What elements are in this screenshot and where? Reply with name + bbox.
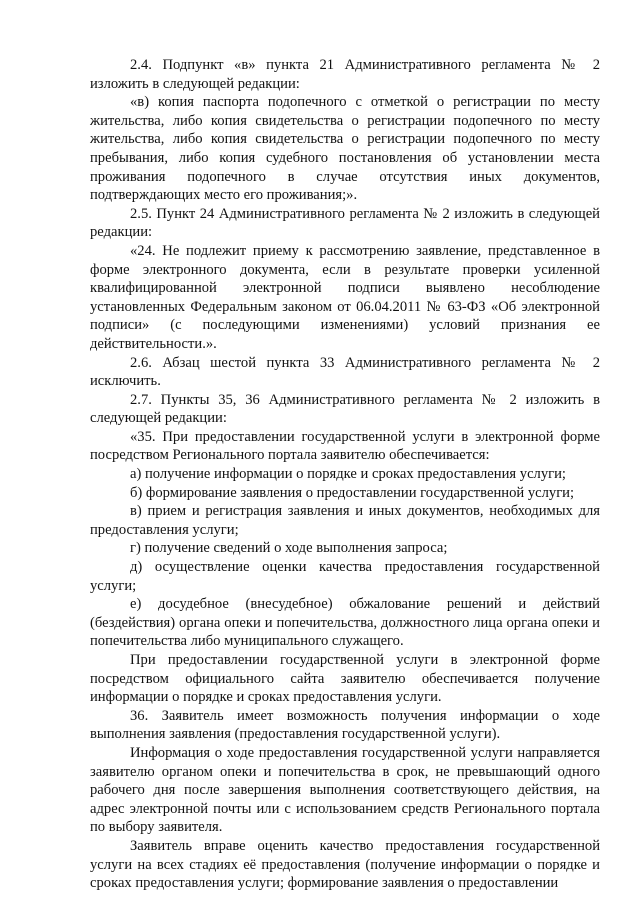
paragraph-quality-assessment: Заявитель вправе оценить качество предоставления государственной услуги на всех стадиях её предоставления (получение информации о порядке и сроках предоставления услуги; формирование заявления о предоставлении <box>90 837 600 892</box>
list-item-b: б) формирование заявления о предоставлении государственной услуги; <box>130 484 575 501</box>
paragraph-2-4: 2.4. Подпункт «в» пункта 21 Административного регламента № 2 изложить в следующей редакции: <box>90 57 600 92</box>
paragraph-2-7: 2.7. Пункты 35, 36 Административного регламента № 2 изложить в следующей редакции: <box>90 391 600 427</box>
list-item-g: г) получение сведений о ходе выполнения запроса; <box>130 540 448 557</box>
paragraph-2-4-text: «в) копия паспорта подопечного с отметкой о регистрации по месту жительства, либо копия свидетельства о регистрации подопечного по месту жительства, либо копия свидетельства о регистрации подопечного по месту пребывания, либо копия судебного постановления об установлении места проживания подопечного в случае отсутствия иных документов, подтверждающих место его проживания;». <box>90 94 600 204</box>
paragraph-progress-info: Информация о ходе предоставления государственной услуги направляется заявителю органом опеки и попечительства в срок, не превышающий одного рабочего дня после завершения выполнения соответствующего действия, на адрес электронной почты или с использованием средств Регионального портала по выбору заявителя. <box>90 744 600 836</box>
paragraph-2-5-text: «24. Не подлежит приему к рассмотрению заявление, представленное в форме электронного документа, если в результате проверки усиленной квалифицированной электронной подписи выявлено несоблюдение установленных Федеральным законом от 06.04.2011 № 63-ФЗ «Об электронной подписи» (с последующими изменениями) условий признания ее действительности.». <box>90 242 600 352</box>
list-item-v: в) прием и регистрация заявления и иных документов, необходимых для предоставления услуги; <box>90 503 600 538</box>
paragraph-36: 36. Заявитель имеет возможность получения информации о ходе выполнения заявления (предоставления государственной услуги). <box>90 707 600 743</box>
list-item-a: а) получение информации о порядке и сроках предоставления услуги; <box>130 466 566 483</box>
paragraph-2-6: 2.6. Абзац шестой пункта 33 Административного регламента № 2 исключить. <box>90 354 600 390</box>
list-item-e: е) досудебное (внесудебное) обжалование решений и действий (бездействия) органа опеки и попечительства, должностного лица органа опеки и попечительства либо муниципального служащего. <box>90 596 600 650</box>
paragraph-2-5: 2.5. Пункт 24 Административного регламента № 2 изложить в следующей редакции: <box>90 205 600 241</box>
paragraph-official-site: При предоставлении государственной услуги в электронной форме посредством официального сайта заявителю обеспечивается получение информации о порядке и сроках предоставления услуги. <box>90 652 600 706</box>
list-item-d: д) осуществление оценки качества предоставления государственной услуги; <box>90 559 600 594</box>
paragraph-35: «35. При предоставлении государственной услуги в электронной форме посредством Регионального портала заявителю обеспечивается: <box>90 428 600 464</box>
